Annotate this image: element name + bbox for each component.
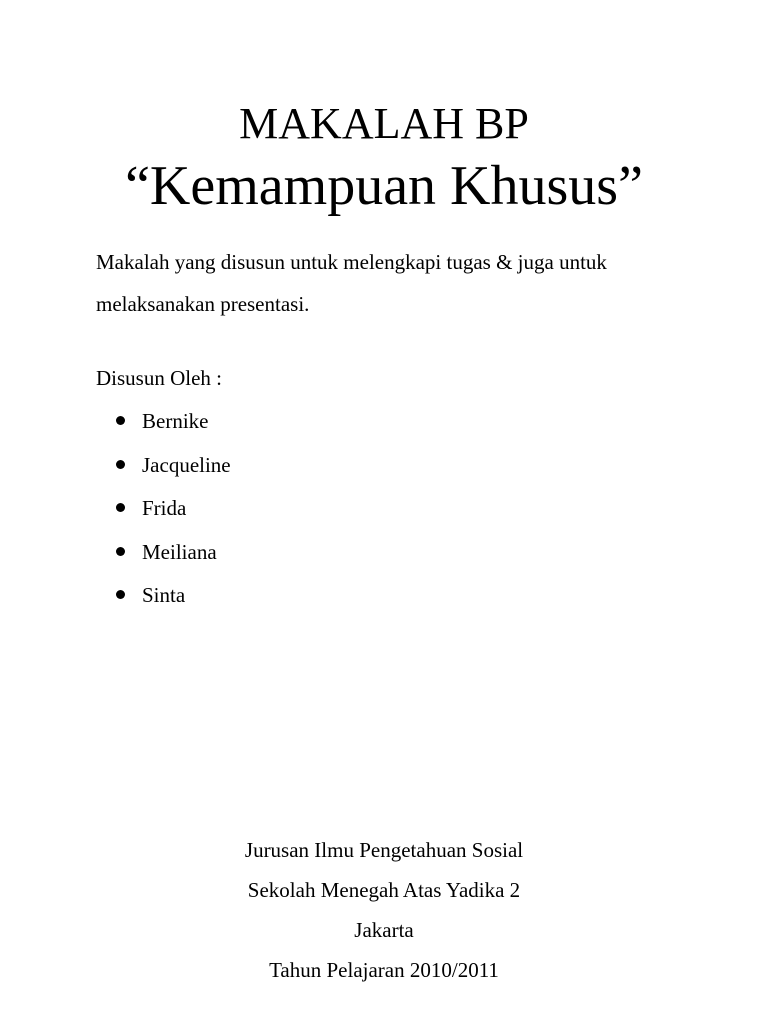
intro-line: Makalah yang disusun untuk melengkapi tugas & juga untuk [96,250,607,274]
department-line: Jurusan Ilmu Pengetahuan Sosial [244,838,524,862]
author-name: Bernike [142,409,209,433]
author-item [116,448,231,492]
bullet-icon [116,547,125,556]
city-line: Jakarta [354,918,414,942]
authors-list [116,404,231,622]
academic-year-line: Tahun Pelajaran 2010/2011 [269,958,499,982]
author-item [116,578,231,622]
author-name: Meiliana [142,539,217,564]
author-name: Jacqueline [142,452,231,477]
author-item [116,491,231,535]
document-title: MAKALAH BP [239,99,529,148]
author-item [116,535,231,579]
bullet-icon [116,416,125,425]
author-name: Sinta [142,583,186,607]
authors-heading: Disusun Oleh : [96,366,222,390]
bullet-icon [116,590,125,599]
document-subtitle: “Kemampuan Khusus” [125,155,643,217]
bullet-icon [116,503,125,512]
intro-paragraph [96,241,696,325]
document-footer [0,832,768,992]
school-line: Sekolah Menegah Atas Yadika 2 [247,878,521,902]
author-item [116,404,231,448]
author-name: Frida [142,496,187,520]
intro-line: melaksanakan presentasi. [96,292,310,316]
bullet-icon [116,460,125,469]
